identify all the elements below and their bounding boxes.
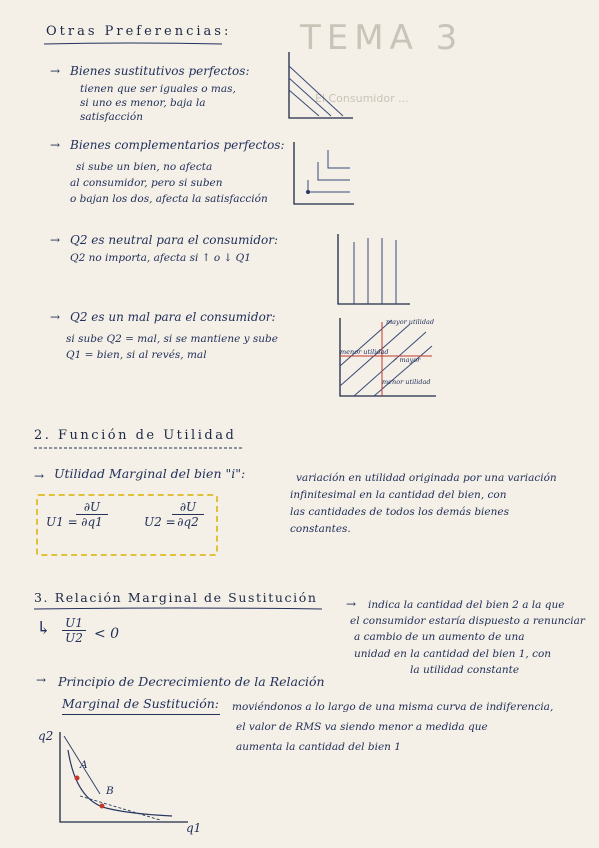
umg-definition-line: infinitesimal en la cantidad del bien, con: [290, 489, 507, 501]
pref-1-arrow: →: [50, 64, 61, 78]
pref-2-line: al consumidor, pero si suben: [70, 177, 223, 189]
pref-3-line: Q2 no importa, afecta si ↑ o ↓ Q1: [70, 252, 251, 264]
u1-numerator: ∂U: [76, 500, 108, 515]
pref-2-line: si sube un bien, no afecta: [76, 161, 213, 173]
pref-1-line: si uno es menor, baja la: [80, 97, 206, 109]
graph4-label-arrow: ↗ mayor: [392, 356, 421, 364]
pref-1-line: tienen que ser iguales o mas,: [80, 83, 236, 95]
pref-4-line: Q1 = bien, si al revés, mal: [66, 349, 207, 361]
rms-definition-line: la utilidad constante: [410, 664, 520, 676]
principle-title-line: Principio de Decrecimiento de la Relación: [58, 674, 325, 689]
rms-definition-line: el consumidor estaría dispuesto a renunciar: [350, 615, 585, 627]
rms-definition-line: indica la cantidad del bien 2 a la que: [368, 599, 565, 611]
section-2-title: 2. Función de Utilidad: [34, 428, 237, 443]
rms-ratio-tail: < 0: [94, 626, 120, 642]
graph-perfect-complements: [288, 140, 358, 208]
graph-neutral-good: [332, 232, 412, 308]
u2-denominator: ∂q2: [177, 515, 199, 529]
principle-title-line: Marginal de Sustitución:: [62, 696, 219, 711]
rms-ratio: [62, 616, 86, 645]
section-3-underline: [34, 607, 324, 611]
graph4-label-top: mayor utilidad: [386, 318, 435, 326]
umg-definition-line: las cantidades de todos los demás bienes: [290, 506, 509, 518]
graph5-x-label: q1: [186, 821, 202, 835]
u2-fraction: [172, 500, 204, 529]
principle-text-line: moviéndonos a lo largo de una misma curva de indiferencia,: [232, 701, 554, 713]
u2-symbol: U2 =: [144, 515, 176, 529]
bleed-through-title: TEMA 3: [300, 18, 464, 58]
rms-hook-arrow: ↳: [36, 618, 52, 639]
rms-definition-line: unidad en la cantidad del bien 1, con: [354, 648, 552, 660]
bleed-through-subtitle: El Consumidor ...: [315, 92, 409, 105]
title-underline: [44, 42, 224, 46]
rms-ratio-denominator: U2: [65, 631, 83, 645]
graph-indifference-curve: [50, 730, 190, 830]
pref-2-arrow: →: [50, 138, 61, 152]
principle-arrow: →: [36, 673, 47, 687]
page-title: Otras Preferencias:: [46, 24, 232, 39]
pref-3-heading: Q2 es neutral para el consumidor:: [70, 233, 279, 247]
graph5-point-b: B: [106, 785, 114, 797]
graph-bad-good: [332, 316, 438, 400]
graph5-y-label: q2: [38, 729, 54, 743]
graph4-label-mid: menor utilidad: [340, 348, 389, 356]
principle-text-line: el valor de RMS va siendo menor a medida que: [236, 721, 488, 733]
pref-2-heading: Bienes complementarios perfectos:: [70, 138, 285, 152]
pref-4-arrow: →: [50, 310, 61, 324]
umg-definition-line: constantes.: [290, 523, 351, 535]
graph4-label-bottom: menor utilidad: [382, 378, 431, 386]
u1-fraction: [76, 500, 108, 529]
pref-3-arrow: →: [50, 233, 61, 247]
rms-definition-line: a cambio de un aumento de una: [354, 631, 525, 643]
umg-definition-line: variación en utilidad originada por una variación: [296, 472, 557, 484]
pref-4-line: si sube Q2 = mal, si se mantiene y sube: [66, 333, 278, 345]
umg-label: Utilidad Marginal del bien "i":: [54, 466, 246, 481]
pref-1-heading: Bienes sustitutivos perfectos:: [70, 64, 250, 78]
section-2-underline: [34, 446, 244, 450]
rms-ratio-numerator: U1: [62, 616, 86, 631]
rms-arrow: →: [346, 597, 357, 611]
u2-numerator: ∂U: [172, 500, 204, 515]
umg-arrow: →: [34, 469, 45, 483]
pref-2-line: o bajan los dos, afecta la satisfacción: [70, 193, 268, 205]
graph-perfect-substitutes: [285, 50, 355, 122]
pref-1-line: satisfacción: [80, 111, 143, 123]
graph5-point-a: A: [80, 759, 88, 771]
pref-4-heading: Q2 es un mal para el consumidor:: [70, 310, 276, 324]
u1-denominator: ∂q1: [81, 515, 103, 529]
principle-underline: [62, 713, 222, 716]
principle-text-line: aumenta la cantidad del bien 1: [236, 741, 401, 753]
section-3-title: 3. Relación Marginal de Sustitución: [34, 590, 318, 605]
u1-symbol: U1 =: [46, 515, 78, 529]
